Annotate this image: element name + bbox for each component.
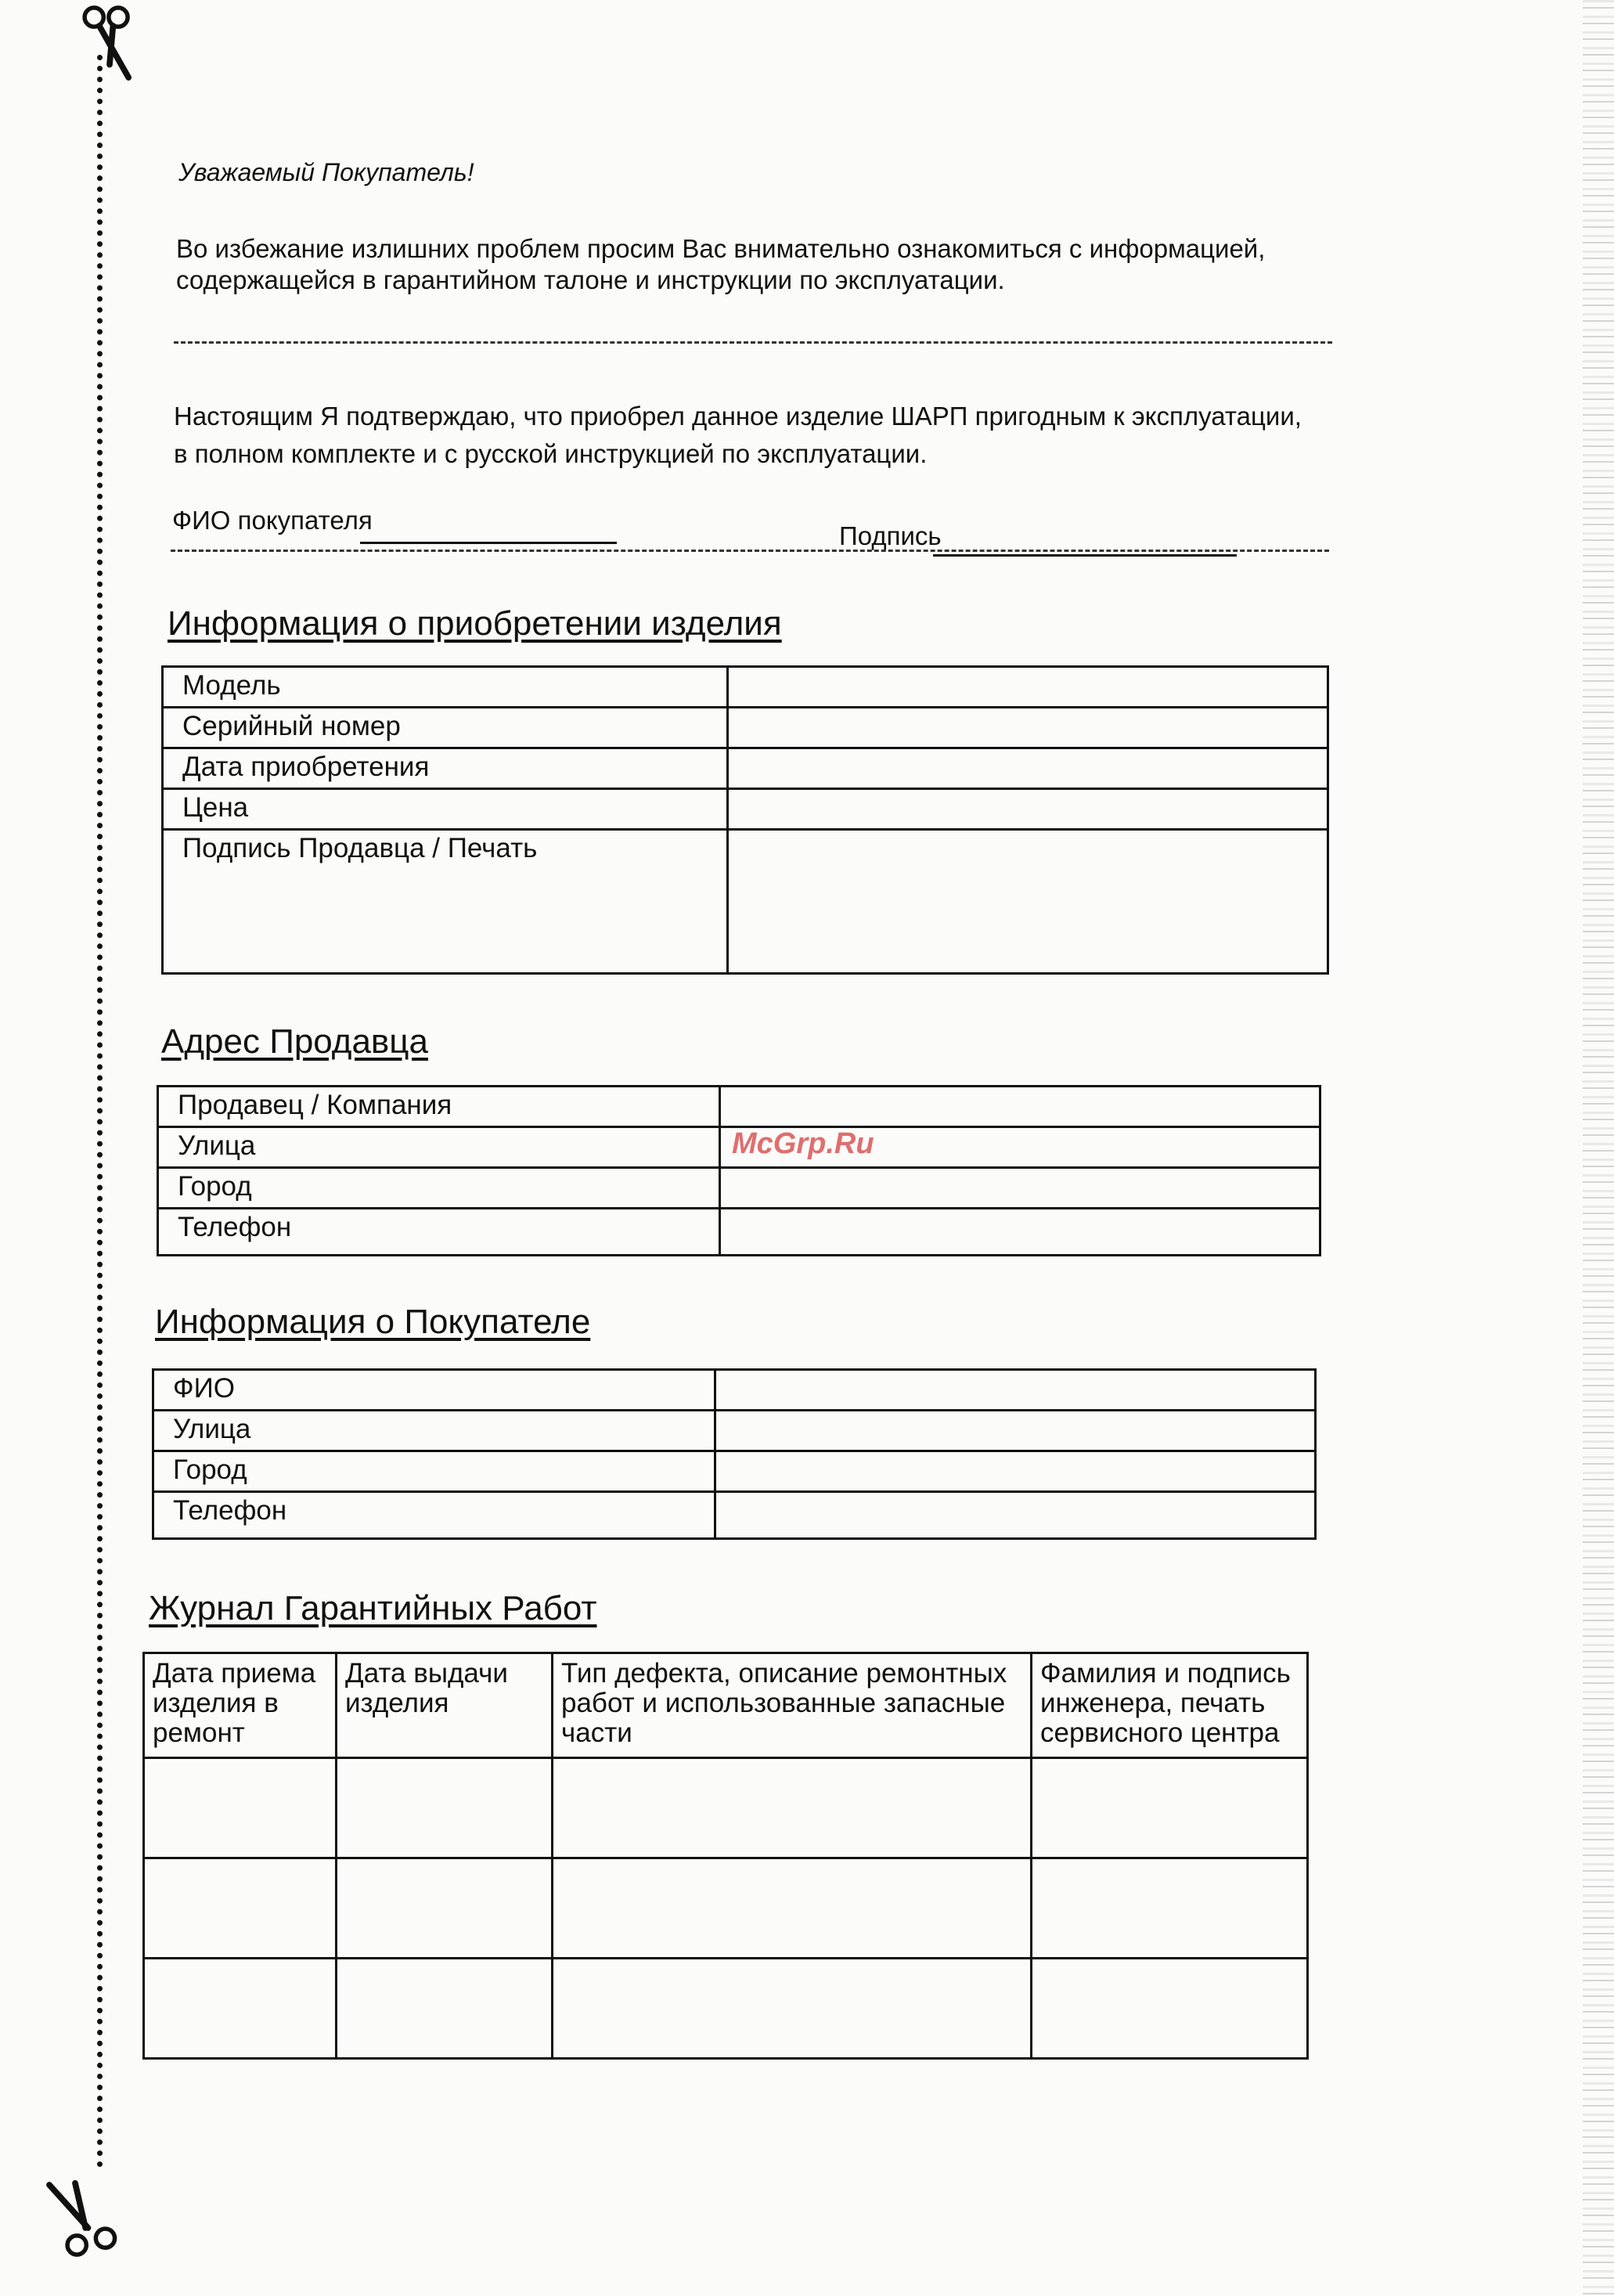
seller-address-table xyxy=(157,1085,1321,1256)
scan-edge xyxy=(1583,0,1614,2296)
warranty-journal-table xyxy=(142,1652,1309,2060)
row-label: Город xyxy=(158,1168,720,1209)
seller-signature-stamp-field[interactable] xyxy=(728,830,1328,974)
greeting: Уважаемый Покупатель! xyxy=(178,158,474,186)
cut-line xyxy=(97,55,103,2168)
buyer-name-label: ФИО покупателя xyxy=(172,506,373,535)
serial-number-field[interactable] xyxy=(728,708,1328,748)
row-label: ФИО xyxy=(153,1370,715,1411)
buyer-info-table xyxy=(152,1368,1317,1540)
header-engineer-signature: Фамилия и подпись инженера, печать сервисного центра xyxy=(1032,1653,1308,1758)
section-title-seller: Адрес Продавца xyxy=(161,1022,428,1061)
journal-cell[interactable] xyxy=(1032,1959,1308,2059)
seller-city-field[interactable] xyxy=(720,1168,1320,1209)
journal-cell[interactable] xyxy=(1032,1758,1308,1858)
row-label: Подпись Продавца / Печать xyxy=(163,830,728,974)
section-title-purchase: Информация о приобретении изделия xyxy=(168,604,782,643)
buyer-city-field[interactable] xyxy=(715,1451,1316,1492)
model-field[interactable] xyxy=(728,667,1328,708)
section-title-buyer: Информация о Покупателе xyxy=(155,1303,591,1341)
journal-cell[interactable] xyxy=(553,1858,1032,1959)
row-label: Серийный номер xyxy=(163,708,728,748)
journal-cell[interactable] xyxy=(337,1758,553,1858)
seller-company-field[interactable] xyxy=(720,1087,1320,1127)
divider xyxy=(174,341,1332,344)
row-label: Улица xyxy=(158,1127,720,1168)
row-label: Дата приобретения xyxy=(163,748,728,789)
journal-cell[interactable] xyxy=(337,1858,553,1959)
confirmation-line-1: Настоящим Я подтверждаю, что приобрел данное изделие ШАРП пригодным к эксплуатации, xyxy=(174,402,1302,431)
intro-text: Во избежание излишних проблем просим Вас внимательно ознакомиться с информацией, содержащейся в гарантийном талоне и инструкции по эксплуатации. xyxy=(176,234,1266,294)
row-label: Продавец / Компания xyxy=(158,1087,720,1127)
section-title-journal: Журнал Гарантийных Работ xyxy=(149,1589,597,1627)
row-label: Телефон xyxy=(158,1209,720,1256)
row-label: Город xyxy=(153,1451,715,1492)
scissors-icon xyxy=(75,0,161,86)
buyer-street-field[interactable] xyxy=(715,1411,1316,1451)
signature-label: Подпись xyxy=(839,521,942,550)
scissors-icon xyxy=(41,2176,127,2262)
journal-cell[interactable] xyxy=(1032,1858,1308,1959)
journal-cell[interactable] xyxy=(144,1959,337,2059)
confirmation-line-2: в полном комплекте и с русской инструкцией по эксплуатации. xyxy=(174,439,928,468)
row-label: Телефон xyxy=(153,1492,715,1539)
buyer-phone-field[interactable] xyxy=(715,1492,1316,1539)
row-label: Модель xyxy=(163,667,728,708)
purchase-date-field[interactable] xyxy=(728,748,1328,789)
row-label: Улица xyxy=(153,1411,715,1451)
header-intake-date: Дата приема изделия в ремонт xyxy=(144,1653,337,1758)
signature-line[interactable] xyxy=(933,554,1237,557)
header-return-date: Дата выдачи изделия xyxy=(337,1653,553,1758)
journal-cell[interactable] xyxy=(553,1758,1032,1858)
purchase-info-table xyxy=(161,665,1329,975)
journal-cell[interactable] xyxy=(553,1959,1032,2059)
header-defect-description: Тип дефекта, описание ремонтных работ и использованные запасные части xyxy=(553,1653,1032,1758)
price-field[interactable] xyxy=(728,789,1328,830)
journal-cell[interactable] xyxy=(144,1758,337,1858)
watermark: McGrp.Ru xyxy=(732,1127,874,1160)
journal-cell[interactable] xyxy=(144,1858,337,1959)
journal-cell[interactable] xyxy=(337,1959,553,2059)
seller-phone-field[interactable] xyxy=(720,1209,1320,1256)
buyer-name-field[interactable] xyxy=(715,1370,1316,1411)
row-label: Цена xyxy=(163,789,728,830)
buyer-name-line[interactable] xyxy=(360,542,617,544)
divider xyxy=(171,550,1329,552)
